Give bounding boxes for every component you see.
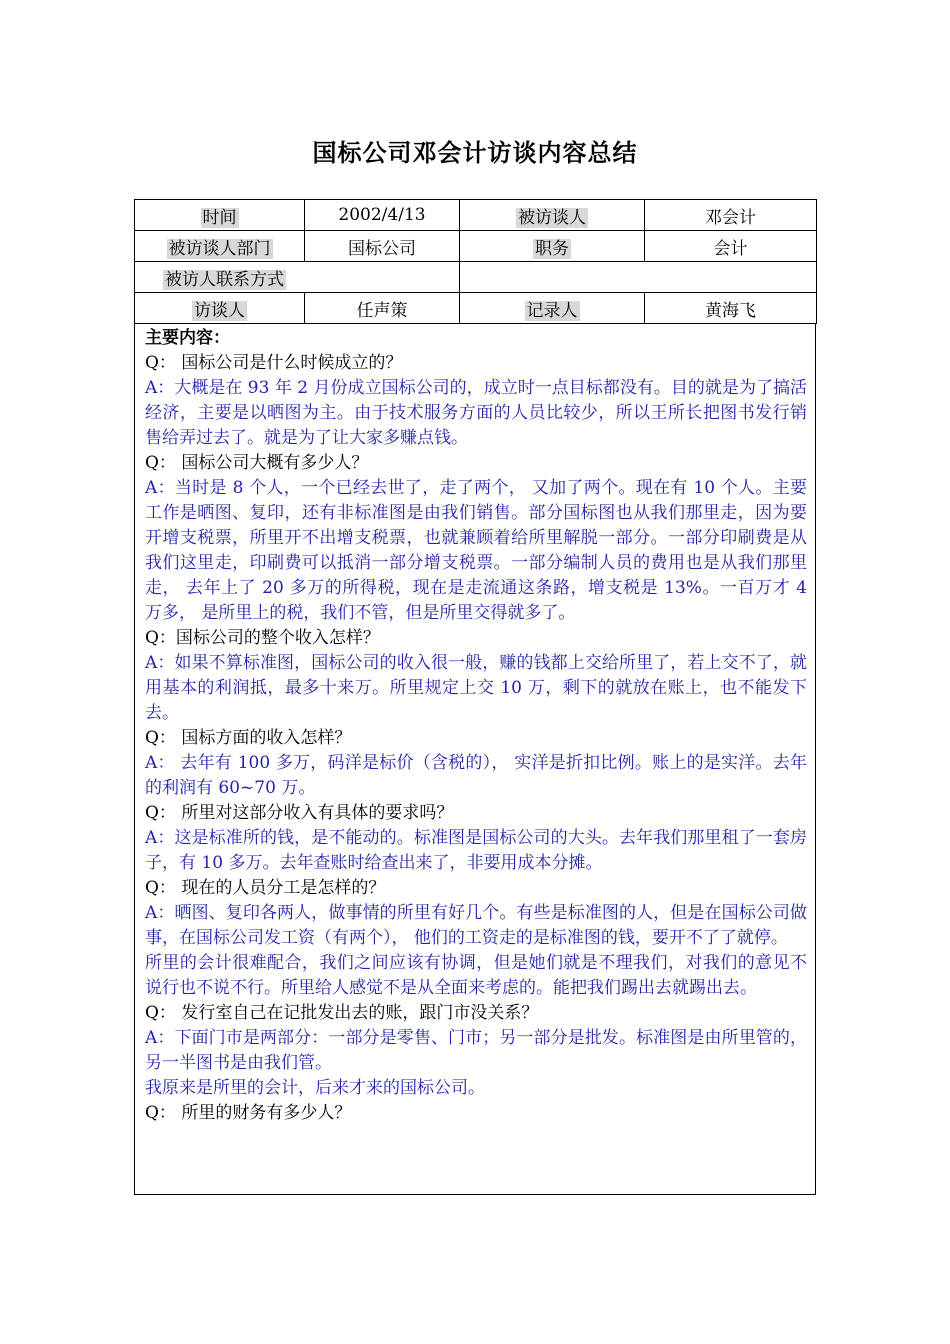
answer-7-continued: 我原来是所里的会计，后来才来的国标公司。	[145, 1078, 485, 1098]
interviewer-label: 访谈人	[194, 300, 245, 321]
question-3: Q：国标公司的整个收入怎样？	[145, 628, 380, 648]
time-label: 时间	[202, 207, 237, 228]
position-value: 会计	[645, 231, 817, 262]
time-value: 2002/4/13	[305, 200, 460, 231]
department-label: 被访谈人部门	[168, 238, 271, 259]
question-8: Q： 所里的财务有多少人？	[145, 1103, 352, 1123]
interviewee-value: 邓会计	[645, 200, 817, 231]
answer-2: A：当时是 8 个人，一个已经去世了，走了两个， 又加了两个。现在有 10 个人。主要工作是晒图、复印，还有非标准图是由我们销售。部分国标图也从我们那里走，因为要开增支税票，所里开不出增支税票，也就兼顾着给所里解脱一部分。一部分印刷费是从我们这里走，印刷费可以抵消一部分增支税票。一部分编制人员的费用也是从我们那里走， 去年上了 20 多万的所得税，现在是走流通这条路，增支税是 13%。一百万才 4 万多， 是所里上的税，我们不管，但是所里交得就多了。	[145, 478, 807, 623]
question-4: Q： 国标方面的收入怎样？	[145, 728, 352, 748]
question-5: Q： 所里对这部分收入有具体的要求吗？	[145, 803, 454, 823]
question-6: Q： 现在的人员分工是怎样的？	[145, 878, 386, 898]
interview-info-table	[134, 199, 817, 324]
info-row-time	[135, 200, 817, 231]
position-label: 职务	[535, 238, 569, 259]
recorder-value: 黄海飞	[645, 293, 817, 324]
department-value: 国标公司	[305, 231, 460, 262]
answer-3: A：如果不算标准图，国标公司的收入很一般，赚的钱都上交给所里了，若上交不了，就用基本的利润抵，最多十来万。所里规定上交 10 万，剩下的就放在账上，也不能发下去。	[145, 653, 807, 723]
info-row-interviewer	[135, 293, 817, 324]
contact-label: 被访人联系方式	[165, 269, 284, 290]
question-1: Q： 国标公司是什么时候成立的？	[145, 353, 403, 373]
answer-7: A：下面门市是两部分：一部分是零售、门市；另一部分是批发。标准图是由所里管的，另一半图书是由我们管。	[145, 1028, 807, 1073]
info-row-contact	[135, 262, 817, 293]
interviewer-value: 任声策	[305, 293, 460, 324]
answer-6-continued: 所里的会计很难配合，我们之间应该有协调，但是她们就是不理我们，对我们的意见不说行也不说不行。所里给人感觉不是从全面来考虑的。能把我们踢出去就踢出去。	[145, 953, 807, 998]
answer-1: A：大概是在 93 年 2 月份成立国标公司的，成立时一点目标都没有。目的就是为了搞活经济，主要是以晒图为主。由于技术服务方面的人员比较少，所以王所长把图书发行销售给弄过去了。就是为了让大家多赚点钱。	[145, 378, 807, 448]
content-heading: 主要内容：	[145, 328, 230, 348]
document-title: 国标公司邓会计访谈内容总结	[312, 139, 638, 167]
answer-5: A：这是标准所的钱，是不能动的。标准图是国标公司的大头。去年我们那里租了一套房子，有 10 多万。去年查账时给查出来了，非要用成本分摊。	[145, 828, 807, 873]
info-row-dept	[135, 231, 817, 262]
question-2: Q： 国标公司大概有多少人？	[145, 453, 369, 473]
main-content-box	[134, 324, 816, 1195]
question-7: Q： 发行室自己在记批发出去的账，跟门市没关系？	[145, 1003, 539, 1023]
answer-4: A： 去年有 100 多万，码洋是标价（含税的）， 实洋是折扣比例。账上的是实洋。去年的利润有 60~70 万。	[145, 753, 807, 798]
recorder-label: 记录人	[526, 300, 578, 321]
contact-value	[460, 262, 817, 293]
interviewee-label: 被访谈人	[518, 207, 586, 228]
answer-6: A：晒图、复印各两人，做事情的所里有好几个。有些是标准图的人，但是在国标公司做事，在国标公司发工资（有两个）， 他们的工资走的是标准图的钱，要开不了了就停。	[145, 903, 807, 948]
